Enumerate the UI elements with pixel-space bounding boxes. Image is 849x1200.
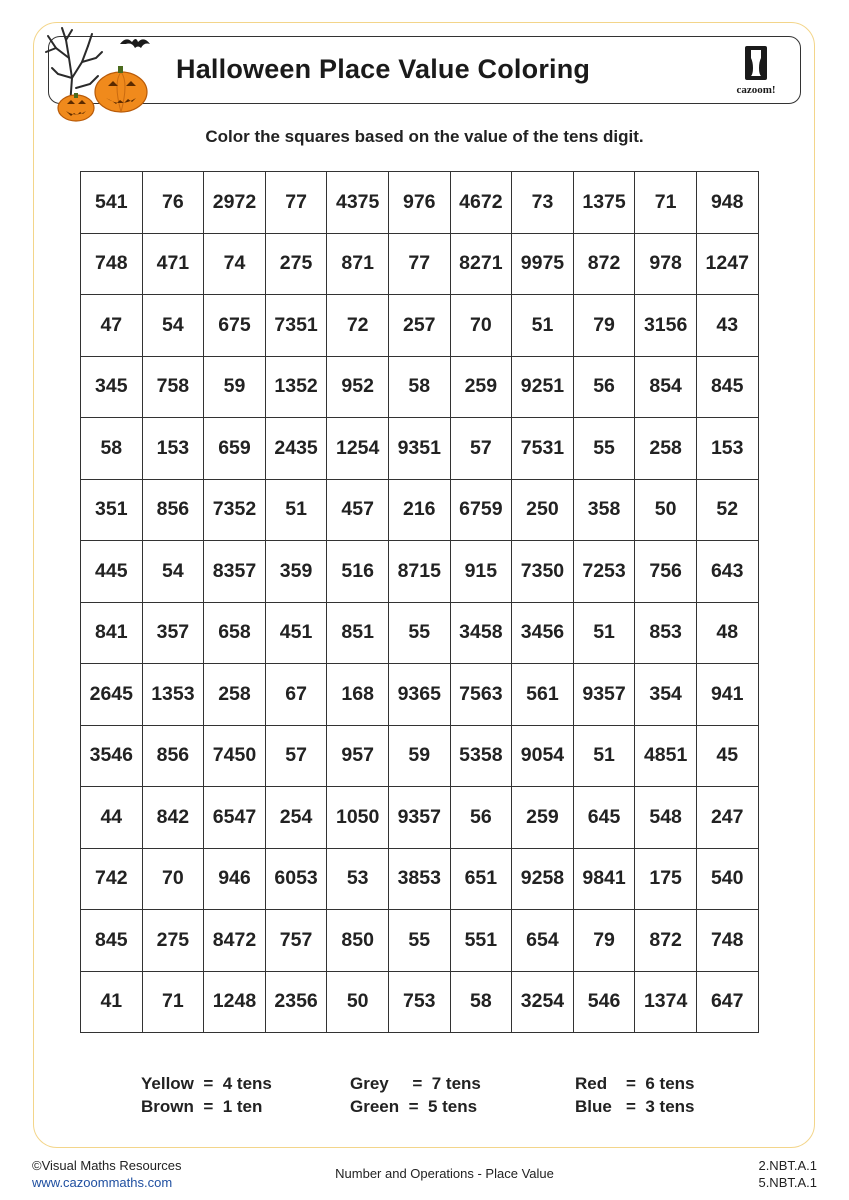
grid-cell[interactable]: 845 — [696, 356, 758, 418]
grid-row — [81, 541, 759, 603]
grid-cell[interactable]: 457 — [327, 479, 389, 541]
grid-cell[interactable]: 841 — [81, 602, 143, 664]
grid-cell[interactable]: 257 — [388, 295, 450, 357]
grid-row — [81, 971, 759, 1033]
grid-cell[interactable]: 9841 — [573, 848, 635, 910]
grid-cell[interactable]: 748 — [696, 910, 758, 972]
grid-cell[interactable]: 259 — [512, 787, 574, 849]
grid-cell[interactable]: 946 — [204, 848, 266, 910]
grid-row — [81, 172, 759, 234]
grid-cell[interactable]: 9975 — [512, 233, 574, 295]
grid-cell[interactable]: 51 — [573, 725, 635, 787]
grid-cell[interactable]: 7352 — [204, 479, 266, 541]
grid-cell[interactable]: 51 — [512, 295, 574, 357]
grid-cell[interactable]: 3853 — [388, 848, 450, 910]
grid-cell[interactable]: 6759 — [450, 479, 512, 541]
key-red: Red = 6 tens — [575, 1074, 695, 1093]
grid-row — [81, 787, 759, 849]
grid-cell[interactable]: 58 — [81, 418, 143, 480]
grid-cell[interactable]: 516 — [327, 541, 389, 603]
grid-cell[interactable]: 5358 — [450, 725, 512, 787]
logo-text: cazoom! — [736, 84, 776, 96]
grid-row — [81, 664, 759, 726]
grid-cell[interactable]: 742 — [81, 848, 143, 910]
grid-cell[interactable]: 9351 — [388, 418, 450, 480]
website-link[interactable]: www.cazoommaths.com — [32, 1175, 173, 1190]
grid-cell[interactable]: 354 — [635, 664, 697, 726]
grid-cell[interactable]: 757 — [265, 910, 327, 972]
grid-cell[interactable]: 952 — [327, 356, 389, 418]
grid-cell[interactable]: 451 — [265, 602, 327, 664]
grid-row — [81, 602, 759, 664]
grid-cell[interactable]: 51 — [573, 602, 635, 664]
grid-cell[interactable]: 55 — [388, 910, 450, 972]
grid-cell[interactable]: 8271 — [450, 233, 512, 295]
grid-cell[interactable]: 7450 — [204, 725, 266, 787]
grid-cell[interactable]: 8715 — [388, 541, 450, 603]
grid-cell[interactable]: 9357 — [573, 664, 635, 726]
grid-cell[interactable]: 51 — [265, 479, 327, 541]
grid-cell[interactable]: 55 — [388, 602, 450, 664]
grid-cell[interactable]: 52 — [696, 479, 758, 541]
grid-cell[interactable]: 541 — [81, 172, 143, 234]
grid-cell[interactable]: 845 — [81, 910, 143, 972]
grid-cell[interactable]: 247 — [696, 787, 758, 849]
grid-cell[interactable]: 8357 — [204, 541, 266, 603]
grid-cell[interactable]: 948 — [696, 172, 758, 234]
page-title: Halloween Place Value Coloring — [176, 54, 591, 84]
grid-cell[interactable]: 58 — [388, 356, 450, 418]
grid-cell[interactable]: 43 — [696, 295, 758, 357]
grid-cell[interactable]: 445 — [81, 541, 143, 603]
grid-row — [81, 295, 759, 357]
cazoom-logo-icon — [726, 44, 786, 84]
grid-row — [81, 910, 759, 972]
grid-cell[interactable]: 850 — [327, 910, 389, 972]
grid-cell[interactable]: 59 — [204, 356, 266, 418]
grid-cell[interactable]: 851 — [327, 602, 389, 664]
grid-cell[interactable]: 9365 — [388, 664, 450, 726]
instruction-text: Color the squares based on the value of the tens digit. — [205, 127, 644, 146]
grid-cell[interactable]: 258 — [204, 664, 266, 726]
grid-cell[interactable]: 872 — [635, 910, 697, 972]
grid-cell[interactable]: 259 — [450, 356, 512, 418]
grid-cell[interactable]: 44 — [81, 787, 143, 849]
grid-cell[interactable]: 358 — [573, 479, 635, 541]
color-key-column-1 — [141, 1072, 272, 1118]
grid-cell[interactable]: 71 — [142, 971, 204, 1033]
grid-cell[interactable]: 7253 — [573, 541, 635, 603]
grid-cell[interactable]: 57 — [450, 418, 512, 480]
grid-cell[interactable]: 216 — [388, 479, 450, 541]
grid-cell[interactable]: 70 — [142, 848, 204, 910]
grid-row — [81, 233, 759, 295]
grid-cell[interactable]: 871 — [327, 233, 389, 295]
grid-cell[interactable]: 153 — [696, 418, 758, 480]
grid-cell[interactable]: 2435 — [265, 418, 327, 480]
grid-cell[interactable]: 758 — [142, 356, 204, 418]
grid-cell[interactable]: 3546 — [81, 725, 143, 787]
grid-cell[interactable]: 72 — [327, 295, 389, 357]
key-grey: Grey = 7 tens — [350, 1074, 481, 1093]
grid-row — [81, 418, 759, 480]
grid-cell[interactable]: 546 — [573, 971, 635, 1033]
grid-cell[interactable]: 854 — [635, 356, 697, 418]
grid-cell[interactable]: 548 — [635, 787, 697, 849]
grid-cell[interactable]: 351 — [81, 479, 143, 541]
grid-cell[interactable]: 1353 — [142, 664, 204, 726]
footer-standards — [758, 1157, 817, 1191]
grid-cell[interactable]: 976 — [388, 172, 450, 234]
grid-cell[interactable]: 54 — [142, 541, 204, 603]
grid-cell[interactable]: 9251 — [512, 356, 574, 418]
grid-cell[interactable]: 8472 — [204, 910, 266, 972]
grid-cell[interactable]: 1254 — [327, 418, 389, 480]
grid-cell[interactable]: 4672 — [450, 172, 512, 234]
grid-cell[interactable]: 753 — [388, 971, 450, 1033]
grid-cell[interactable]: 4851 — [635, 725, 697, 787]
grid-cell[interactable]: 978 — [635, 233, 697, 295]
grid-cell[interactable]: 872 — [573, 233, 635, 295]
grid-cell[interactable]: 659 — [204, 418, 266, 480]
grid-cell[interactable]: 254 — [265, 787, 327, 849]
grid-cell[interactable]: 1248 — [204, 971, 266, 1033]
color-key-column-2 — [350, 1072, 481, 1118]
grid-cell[interactable]: 856 — [142, 725, 204, 787]
grid-cell[interactable]: 250 — [512, 479, 574, 541]
grid-cell[interactable]: 853 — [635, 602, 697, 664]
grid-cell[interactable]: 551 — [450, 910, 512, 972]
grid-cell[interactable]: 748 — [81, 233, 143, 295]
bat-icon — [120, 39, 150, 48]
grid-cell[interactable]: 915 — [450, 541, 512, 603]
key-blue: Blue = 3 tens — [575, 1097, 695, 1116]
footer-topic: Number and Operations - Place Value — [335, 1166, 554, 1181]
grid-cell[interactable]: 70 — [450, 295, 512, 357]
grid-cell[interactable]: 79 — [573, 910, 635, 972]
grid-cell[interactable]: 275 — [265, 233, 327, 295]
grid-cell[interactable]: 941 — [696, 664, 758, 726]
grid-cell[interactable]: 57 — [265, 725, 327, 787]
color-key-column-3 — [575, 1072, 695, 1118]
grid-cell[interactable]: 856 — [142, 479, 204, 541]
copyright-text: ©Visual Maths Resources — [32, 1158, 182, 1173]
grid-cell[interactable]: 77 — [265, 172, 327, 234]
grid-cell[interactable]: 2645 — [81, 664, 143, 726]
key-brown: Brown = 1 ten — [141, 1097, 263, 1116]
grid-cell[interactable]: 71 — [635, 172, 697, 234]
grid-cell[interactable]: 2972 — [204, 172, 266, 234]
grid-cell[interactable]: 50 — [635, 479, 697, 541]
grid-cell[interactable]: 6053 — [265, 848, 327, 910]
grid-cell[interactable]: 647 — [696, 971, 758, 1033]
grid-cell[interactable]: 45 — [696, 725, 758, 787]
grid-cell[interactable]: 50 — [327, 971, 389, 1033]
grid-cell[interactable]: 2356 — [265, 971, 327, 1033]
grid-cell[interactable]: 59 — [388, 725, 450, 787]
grid-cell[interactable]: 957 — [327, 725, 389, 787]
grid-cell[interactable]: 1375 — [573, 172, 635, 234]
halloween-tree-pumpkins-icon — [36, 18, 166, 128]
grid-cell[interactable]: 842 — [142, 787, 204, 849]
key-green: Green = 5 tens — [350, 1097, 478, 1116]
grid-cell[interactable]: 9258 — [512, 848, 574, 910]
grid-cell[interactable]: 471 — [142, 233, 204, 295]
grid-cell[interactable]: 74 — [204, 233, 266, 295]
grid-cell[interactable]: 357 — [142, 602, 204, 664]
grid-cell[interactable]: 175 — [635, 848, 697, 910]
grid-cell[interactable]: 7531 — [512, 418, 574, 480]
grid-cell[interactable]: 9357 — [388, 787, 450, 849]
grid-cell[interactable]: 58 — [450, 971, 512, 1033]
grid-cell[interactable]: 3456 — [512, 602, 574, 664]
grid-cell[interactable]: 56 — [573, 356, 635, 418]
standard-code-1: 2.NBT.A.1 — [758, 1158, 817, 1173]
grid-cell[interactable]: 1352 — [265, 356, 327, 418]
grid-cell[interactable]: 561 — [512, 664, 574, 726]
grid-cell[interactable]: 77 — [388, 233, 450, 295]
grid-row — [81, 356, 759, 418]
grid-cell[interactable]: 756 — [635, 541, 697, 603]
grid-cell[interactable]: 7563 — [450, 664, 512, 726]
grid-cell[interactable]: 645 — [573, 787, 635, 849]
grid-cell[interactable]: 47 — [81, 295, 143, 357]
grid-cell[interactable]: 4375 — [327, 172, 389, 234]
grid-cell[interactable]: 41 — [81, 971, 143, 1033]
grid-cell[interactable]: 53 — [327, 848, 389, 910]
grid-cell[interactable]: 258 — [635, 418, 697, 480]
grid-cell[interactable]: 7350 — [512, 541, 574, 603]
grid-cell[interactable]: 540 — [696, 848, 758, 910]
grid-cell[interactable]: 359 — [265, 541, 327, 603]
grid-row — [81, 848, 759, 910]
cazoom-logo — [726, 44, 786, 98]
grid-cell[interactable]: 7351 — [265, 295, 327, 357]
grid-cell[interactable]: 275 — [142, 910, 204, 972]
grid-cell[interactable]: 73 — [512, 172, 574, 234]
grid-cell[interactable]: 643 — [696, 541, 758, 603]
coloring-grid — [80, 171, 759, 1033]
grid-cell[interactable]: 56 — [450, 787, 512, 849]
grid-cell[interactable]: 6547 — [204, 787, 266, 849]
grid-cell[interactable]: 651 — [450, 848, 512, 910]
grid-cell[interactable]: 658 — [204, 602, 266, 664]
grid-cell[interactable]: 3156 — [635, 295, 697, 357]
grid-cell[interactable]: 168 — [327, 664, 389, 726]
grid-cell[interactable]: 79 — [573, 295, 635, 357]
grid-cell[interactable]: 3254 — [512, 971, 574, 1033]
grid-cell[interactable]: 675 — [204, 295, 266, 357]
grid-cell[interactable]: 3458 — [450, 602, 512, 664]
grid-cell[interactable]: 1050 — [327, 787, 389, 849]
grid-cell[interactable]: 76 — [142, 172, 204, 234]
key-yellow: Yellow = 4 tens — [141, 1074, 272, 1093]
grid-cell[interactable]: 55 — [573, 418, 635, 480]
grid-cell[interactable]: 153 — [142, 418, 204, 480]
grid-cell[interactable]: 54 — [142, 295, 204, 357]
grid-cell[interactable]: 9054 — [512, 725, 574, 787]
standard-code-2: 5.NBT.A.1 — [758, 1175, 817, 1190]
grid-cell[interactable]: 1247 — [696, 233, 758, 295]
grid-cell[interactable]: 654 — [512, 910, 574, 972]
grid-cell[interactable]: 1374 — [635, 971, 697, 1033]
grid-row — [81, 725, 759, 787]
grid-cell[interactable]: 48 — [696, 602, 758, 664]
grid-cell[interactable]: 345 — [81, 356, 143, 418]
grid-cell[interactable]: 67 — [265, 664, 327, 726]
grid-row — [81, 479, 759, 541]
